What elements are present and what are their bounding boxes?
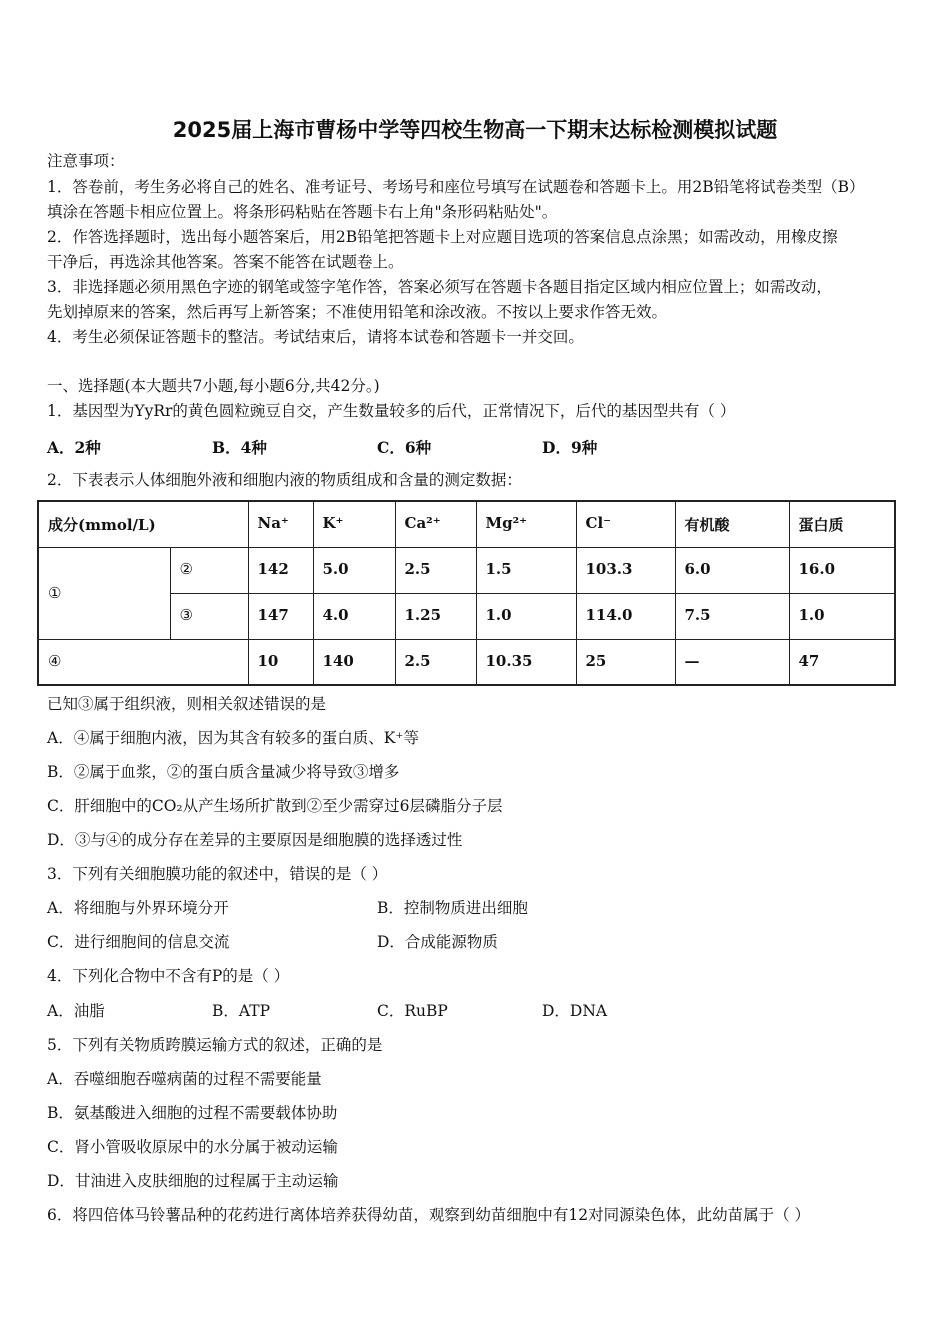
header-cell: K⁺ — [313, 501, 395, 547]
q4-option-d: D．DNA — [542, 1002, 608, 1020]
header-cell: 有机酸 — [675, 501, 789, 547]
q3-option-d: D．合成能源物质 — [377, 933, 498, 951]
cell: 5.0 — [313, 547, 395, 593]
cell: — — [675, 639, 789, 685]
data-table — [37, 500, 896, 686]
note-line: 1．答卷前，考生务必将自己的姓名、准考证号、考场号和座位号填写在试题卷和答题卡上。用2B铅笔将试卷类型（B） — [47, 178, 865, 196]
table-row — [38, 639, 895, 685]
cell: 25 — [576, 639, 675, 685]
cell: 1.5 — [476, 547, 576, 593]
question-5-stem: 5．下列有关物质跨膜运输方式的叙述，正确的是 — [47, 1036, 383, 1054]
header-cell: Na⁺ — [248, 501, 313, 547]
q3-option-c: C．进行细胞间的信息交流 — [47, 933, 230, 951]
question-1-stem: 1．基因型为YyRr的黄色圆粒豌豆自交，产生数量较多的后代，正常情况下，后代的基因型共有（ ） — [47, 402, 736, 420]
cell: 2.5 — [395, 547, 476, 593]
table-row — [38, 547, 895, 593]
cell: 10.35 — [476, 639, 576, 685]
question-6-stem: 6．将四倍体马铃薯品种的花药进行离体培养获得幼苗，观察到幼苗细胞中有12对同源染色体，此幼苗属于（ ） — [47, 1206, 811, 1224]
cell: 103.3 — [576, 547, 675, 593]
note-line: 填涂在答题卡相应位置上。将条形码粘贴在答题卡右上角"条形码粘贴处"。 — [47, 203, 558, 221]
section-heading: 一、选择题(本大题共7小题,每小题6分,共42分。) — [47, 377, 380, 395]
cell: 1.0 — [476, 593, 576, 639]
cell: 2.5 — [395, 639, 476, 685]
cell: ② — [170, 547, 248, 593]
cell: 47 — [789, 639, 895, 685]
q1-option-a: A．2种 — [47, 438, 101, 457]
q4-option-c: C．RuBP — [377, 1002, 448, 1020]
question-4-stem: 4．下列化合物中不含有P的是（ ） — [47, 967, 290, 985]
cell: 142 — [248, 547, 313, 593]
note-line: 2．作答选择题时，选出每小题答案后，用2B铅笔把答题卡上对应题目选项的答案信息点涂黑；如需改动，用橡皮擦 — [47, 228, 838, 246]
header-cell: 成分(mmol/L) — [38, 501, 248, 547]
q4-option-a: A．油脂 — [47, 1002, 105, 1020]
cell: 140 — [313, 639, 395, 685]
note-line: 4．考生必须保证答题卡的整洁。考试结束后，请将本试卷和答题卡一并交回。 — [47, 328, 584, 346]
q1-option-b: B．4种 — [212, 438, 267, 457]
header-cell: Mg²⁺ — [476, 501, 576, 547]
q2-prompt: 已知③属于组织液，则相关叙述错误的是 — [47, 695, 327, 713]
table-header-row — [38, 501, 895, 547]
cell: 6.0 — [675, 547, 789, 593]
page-title: 2025届上海市曹杨中学等四校生物高一下期末达标检测模拟试题 — [172, 118, 778, 142]
q2-option-c: C．肝细胞中的CO₂从产生场所扩散到②至少需穿过6层磷脂分子层 — [47, 797, 503, 815]
note-line: 干净后，再选涂其他答案。答案不能答在试题卷上。 — [47, 253, 404, 271]
q3-option-b: B．控制物质进出细胞 — [377, 899, 528, 917]
cell: 10 — [248, 639, 313, 685]
cell: 1.0 — [789, 593, 895, 639]
cell: ④ — [38, 639, 248, 685]
cell: ③ — [170, 593, 248, 639]
q5-option-d: D．甘油进入皮肤细胞的过程属于主动运输 — [47, 1172, 339, 1190]
cell: 114.0 — [576, 593, 675, 639]
header-cell: Cl⁻ — [576, 501, 675, 547]
q5-option-b: B．氨基酸进入细胞的过程不需要载体协助 — [47, 1104, 338, 1122]
cell: 16.0 — [789, 547, 895, 593]
cell: 147 — [248, 593, 313, 639]
q5-option-c: C．肾小管吸收原尿中的水分属于被动运输 — [47, 1138, 338, 1156]
notes-heading: 注意事项： — [47, 152, 125, 170]
header-cell: 蛋白质 — [789, 501, 895, 547]
q2-option-b: B．②属于血浆，②的蛋白质含量减少将导致③增多 — [47, 763, 400, 781]
cell: 1.25 — [395, 593, 476, 639]
header-cell: Ca²⁺ — [395, 501, 476, 547]
q2-option-d: D．③与④的成分存在差异的主要原因是细胞膜的选择透过性 — [47, 831, 463, 849]
note-line: 3．非选择题必须用黑色字迹的钢笔或签字笔作答，答案必须写在答题卡各题目指定区域内相应位置上；如需改动， — [47, 278, 832, 296]
q1-option-c: C．6种 — [377, 438, 432, 457]
q5-option-a: A．吞噬细胞吞噬病菌的过程不需要能量 — [47, 1070, 322, 1088]
question-3-stem: 3．下列有关细胞膜功能的叙述中，错误的是（ ） — [47, 865, 388, 883]
cell: 4.0 — [313, 593, 395, 639]
q4-option-b: B．ATP — [212, 1002, 271, 1020]
question-2-stem: 2．下表表示人体细胞外液和细胞内液的物质组成和含量的测定数据： — [47, 471, 522, 489]
note-line: 先划掉原来的答案，然后再写上新答案；不准使用铅笔和涂改液。不按以上要求作答无效。 — [47, 303, 668, 321]
q2-option-a: A．④属于细胞内液，因为其含有较多的蛋白质、K⁺等 — [47, 729, 419, 747]
q3-option-a: A．将细胞与外界环境分开 — [47, 899, 229, 917]
group-cell: ① — [38, 547, 170, 639]
q1-option-d: D．9种 — [542, 438, 598, 457]
cell: 7.5 — [675, 593, 789, 639]
